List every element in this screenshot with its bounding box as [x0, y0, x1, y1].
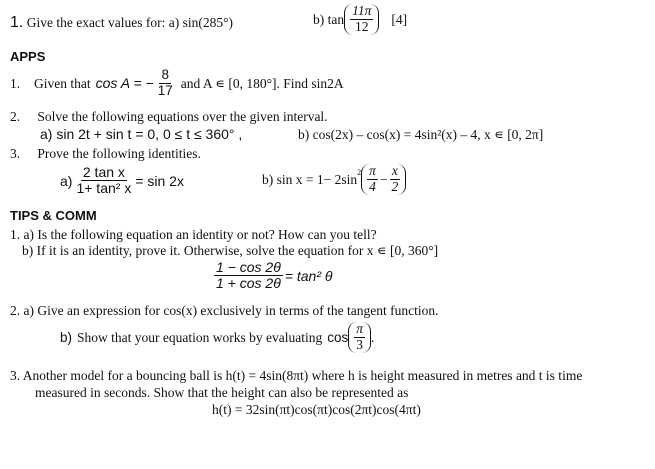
- tips-q2-part-b: [60, 322, 374, 353]
- apps-q3-part-a-label: a): [60, 172, 73, 189]
- apps-q1: [10, 68, 344, 99]
- tips-q3-line1: 3. Another model for a bouncing ball is h(t) = 4sin(8πt) where h is height measured in metres and t is time: [10, 368, 583, 383]
- apps-q2-part-a: a) sin 2t + sin t = 0, 0 ≤ t ≤ 360° ,: [40, 126, 243, 142]
- apps-q3-part-b-label: b) sin x = 1− 2sin: [262, 171, 358, 187]
- apps-q2-number: 2.: [10, 109, 21, 124]
- q0-part-b-numerator: 11π: [352, 3, 372, 18]
- apps-q3-part-b: [262, 164, 406, 195]
- apps-q1-text-post: and A ∊ [0, 180°]. Find sin2A: [180, 75, 344, 91]
- apps-q3-part-b-square: 2: [357, 167, 362, 177]
- apps-q2-part-b: b) cos(2x) – cos(x) = 4sin²(x) – 4, x ∊ [0, 2π]: [298, 127, 544, 142]
- tips-q2-part-b-fraction: [354, 322, 365, 353]
- tips-q2-part-b-fn: cos: [327, 329, 349, 345]
- tips-q2-part-b-text: Show that your equation works by evaluating: [77, 329, 323, 345]
- apps-q1-text-pre: Given that: [34, 75, 91, 91]
- tips-q1-fraction: [214, 260, 283, 292]
- q0-number: 1.: [10, 14, 24, 31]
- apps-q1-expr: cos A = −: [95, 75, 154, 92]
- tips-q1-numerator: 1 − cos 2θ: [216, 259, 281, 275]
- apps-q3-part-a-numerator: 2 tan x: [82, 164, 125, 180]
- apps-q3-part-b-minus: −: [379, 171, 388, 187]
- apps-q3-part-a-fraction: [74, 165, 133, 197]
- apps-q3-part-b-paren: [361, 164, 406, 195]
- tips-q1-rhs: = tan² θ: [284, 267, 333, 284]
- tips-q1-denominator: 1 + cos 2θ: [216, 275, 281, 292]
- q0-part-b-paren: [344, 4, 379, 35]
- q0-marks: [4]: [391, 11, 408, 27]
- apps-q1-number: 1.: [10, 75, 21, 91]
- apps-q3-part-b-numerator-2: x: [391, 163, 398, 178]
- tips-q2-part-b-end: .: [371, 329, 375, 345]
- tips-q2-part-b-paren: [348, 322, 371, 353]
- q0-part-b-fraction: [350, 4, 373, 35]
- q0-part-b-label: b) tan: [313, 11, 345, 27]
- tips-q2-part-b-denominator: 3: [356, 336, 363, 352]
- q0-part-b: [313, 4, 407, 35]
- tips-q2-part-a: 2. a) Give an expression for cos(x) exclusively in terms of the tangent function.: [10, 303, 439, 318]
- tips-q2-part-b-label: b): [60, 329, 73, 345]
- apps-q3-line: [10, 146, 201, 162]
- apps-q2-text: Solve the following equations over the given interval.: [37, 109, 328, 124]
- tips-heading: TIPS & COMM: [10, 208, 97, 223]
- apps-q3-part-b-denominator-2: 2: [391, 178, 399, 194]
- tips-q1-equation: [212, 260, 333, 292]
- apps-q3-text: Prove the following identities.: [37, 146, 201, 161]
- apps-q3-part-a-denominator: 1+ tan² x: [76, 180, 132, 197]
- apps-q3-number: 3.: [10, 146, 21, 161]
- q0-line: [10, 14, 233, 32]
- tips-q1-part-b: b) If it is an identity, prove it. Otherwise, solve the equation for x ∊ [0, 360°]: [22, 243, 439, 258]
- q0-part-a: a) sin(285°): [168, 15, 234, 30]
- tips-q3-formula: h(t) = 32sin(πt)cos(πt)cos(2πt)cos(4πt): [212, 402, 421, 417]
- apps-q3-part-b-fraction-1: [367, 164, 378, 195]
- apps-q3-part-b-fraction-2: [390, 164, 401, 195]
- apps-q2-line: [10, 109, 328, 125]
- apps-heading: APPS: [10, 49, 46, 64]
- q0-part-b-denominator: 12: [355, 18, 369, 34]
- apps-q3-part-b-denominator-1: 4: [369, 178, 376, 194]
- apps-q3-part-a-rhs: = sin 2x: [135, 172, 184, 189]
- apps-q1-denominator: 17: [157, 82, 173, 98]
- tips-q1-part-a: 1. a) Is the following equation an identity or not? How can you tell?: [10, 227, 377, 242]
- q0-text: Give the exact values for:: [26, 15, 166, 30]
- tips-q3-line2: measured in seconds. Show that the height can also be represented as: [35, 385, 409, 400]
- apps-q1-fraction: [156, 68, 175, 99]
- apps-q3-part-a: [60, 165, 184, 197]
- tips-q2-part-b-numerator: π: [356, 321, 364, 336]
- apps-q3-part-b-numerator-1: π: [369, 163, 376, 178]
- apps-q1-numerator: 8: [161, 67, 169, 82]
